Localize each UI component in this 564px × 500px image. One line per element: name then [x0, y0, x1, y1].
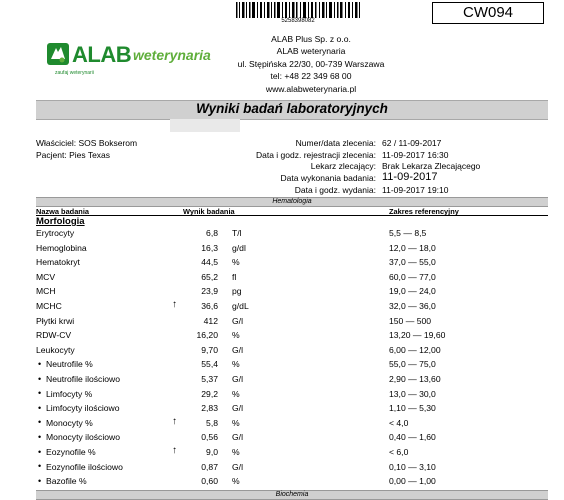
row-range: 37,0 — 55,0	[389, 257, 436, 268]
release-label: Data i godz. wydania:	[294, 185, 376, 195]
section-biochemia: Biochemia	[275, 491, 309, 498]
row-bullet-icon: •	[38, 475, 42, 486]
row-range: 19,0 — 24,0	[389, 286, 436, 297]
col-range: Zakres referencyjny	[389, 207, 459, 216]
registration-label: Data i godz. rejestracji zlecenia:	[255, 150, 376, 160]
row-bullet-icon: •	[38, 358, 42, 369]
row-value: 36,6	[201, 301, 218, 311]
row-range: 0,10 — 3,10	[389, 461, 436, 472]
row-value: 0,87	[201, 461, 218, 472]
logo-brand: ALAB	[72, 42, 132, 67]
row-name: Hematokryt	[36, 257, 80, 268]
redaction-box	[170, 119, 240, 132]
row-unit: G/l	[232, 403, 243, 414]
row-value: 0,60	[201, 476, 218, 487]
row-name: Leukocyty	[36, 344, 75, 355]
row-name: Neutrofile ilościowo	[46, 374, 121, 384]
row-value: 5,8	[206, 417, 218, 428]
patient: Pacjent: Pies Texas	[36, 150, 111, 160]
row-range: 2,90 — 13,60	[389, 374, 441, 384]
row-unit: %	[232, 388, 240, 399]
row-range: 0,00 — 1,00	[389, 476, 436, 487]
registration-value: 11-09-2017 16:30	[382, 150, 449, 160]
row-name: Neutrofile %	[46, 359, 93, 370]
row-value: 6,8	[206, 228, 218, 238]
row-unit: fl	[232, 271, 237, 282]
row-name: Hemoglobina	[36, 242, 87, 253]
row-name: Monocyty %	[46, 417, 93, 428]
row-bullet-icon: •	[38, 446, 42, 457]
row-value: 16,3	[201, 242, 218, 253]
high-flag-arrow-icon: ↑	[172, 415, 177, 427]
row-unit: G/l	[232, 344, 243, 355]
row-bullet-icon: •	[38, 417, 42, 428]
row-range: 6,00 — 12,00	[389, 344, 441, 355]
company-line: ul. Stępińska 22/30, 00-739 Warszawa	[237, 58, 385, 69]
row-name: MCH	[36, 286, 56, 297]
row-range: 12,0 — 18,0	[389, 242, 436, 253]
row-range: 5,5 — 8,5	[389, 228, 427, 238]
company-info	[196, 33, 426, 95]
row-bullet-icon: •	[38, 431, 42, 442]
row-name: Limfocyty %	[46, 388, 93, 399]
row-name: MCHC	[36, 301, 62, 311]
sample-code: CW094	[432, 2, 544, 24]
barcode-number: 5258398082	[281, 18, 315, 24]
row-range: 0,40 — 1,60	[389, 432, 436, 443]
logo-sub: weterynaria	[133, 47, 211, 63]
group-morfologia: Morfologia	[36, 216, 85, 227]
doctor-label: Lekarz zlecający:	[310, 161, 376, 171]
row-value: 29,2	[201, 388, 218, 399]
col-name: Nazwa badania	[36, 207, 89, 216]
company-line: www.alabweterynaria.pl	[265, 83, 357, 94]
row-unit: %	[232, 417, 240, 428]
company-line: tel: +48 22 349 68 00	[270, 71, 352, 82]
row-bullet-icon: •	[38, 388, 42, 399]
row-value: 44,5	[201, 257, 218, 268]
row-unit: %	[232, 359, 240, 370]
row-bullet-icon: •	[38, 461, 42, 472]
logo-tagline: zaufaj weterynarii	[55, 70, 94, 76]
row-name: Bazofile %	[46, 476, 87, 487]
row-unit: G/l	[232, 461, 243, 472]
row-range: 13,20 — 19,60	[389, 330, 446, 341]
row-unit: %	[232, 257, 240, 268]
paw-logo-icon	[47, 43, 69, 65]
row-value: 9,70	[201, 344, 218, 355]
row-unit: T/l	[232, 228, 242, 238]
company-line: ALAB Plus Sp. z o.o.	[271, 34, 351, 44]
row-unit: pg	[232, 286, 242, 297]
row-unit: G/l	[232, 315, 243, 326]
section-hematologia: Hematologia	[272, 198, 312, 205]
row-unit: g/dl	[232, 242, 246, 253]
row-value: 23,9	[201, 286, 218, 297]
owner: Właściciel: SOS Bokserom	[36, 138, 138, 148]
header-divider	[36, 215, 548, 216]
row-value: 5,37	[201, 374, 218, 384]
exam-date-label: Data wykonania badania:	[280, 173, 376, 183]
row-unit: g/dL	[232, 301, 249, 311]
row-name: MCV	[36, 271, 56, 282]
col-result: Wynik badania	[183, 207, 235, 216]
row-range: 150 — 500	[389, 315, 432, 326]
row-name: Eozynofile %	[46, 447, 96, 457]
row-range: < 6,0	[389, 447, 409, 457]
exam-date-value: 11-09-2017	[382, 171, 438, 183]
row-range: 1,10 — 5,30	[389, 403, 436, 414]
row-name: Monocyty ilościowo	[46, 432, 121, 443]
row-unit: G/l	[232, 432, 243, 443]
row-name: RDW-CV	[36, 330, 72, 341]
high-flag-arrow-icon: ↑	[172, 445, 177, 456]
high-flag-arrow-icon: ↑	[172, 299, 177, 310]
row-name: Płytki krwi	[36, 315, 75, 326]
order-number-label: Numer/data zlecenia:	[295, 138, 376, 148]
row-range: 55,0 — 75,0	[389, 359, 436, 370]
release-value: 11-09-2017 19:10	[382, 185, 449, 195]
row-bullet-icon: •	[38, 402, 42, 413]
row-range: 60,0 — 77,0	[389, 271, 436, 282]
row-name: Eozynofile ilościowo	[46, 461, 123, 472]
doctor-value: Brak Lekarza Zlecającego	[382, 161, 481, 171]
row-value: 16,20	[196, 330, 218, 341]
row-unit: %	[232, 330, 240, 341]
row-range: < 4,0	[389, 417, 409, 428]
order-number-value: 62 / 11-09-2017	[382, 138, 442, 148]
row-unit: %	[232, 447, 240, 457]
company-line: ALAB weterynaria	[276, 46, 346, 57]
row-range: 32,0 — 36,0	[389, 301, 436, 311]
row-value: 2,83	[201, 403, 218, 414]
row-value: 0,56	[201, 432, 218, 443]
row-value: 9,0	[206, 447, 218, 457]
row-value: 55,4	[201, 359, 218, 370]
row-value: 412	[203, 315, 218, 326]
row-unit: G/l	[232, 374, 243, 384]
row-range: 13,0 — 30,0	[389, 388, 436, 399]
row-name: Limfocyty ilościowo	[46, 403, 120, 414]
row-bullet-icon: •	[38, 373, 42, 384]
row-value: 65,2	[201, 271, 218, 282]
page-title: Wyniki badań laboratoryjnych	[196, 101, 388, 116]
row-name: Erytrocyty	[36, 228, 75, 238]
row-unit: %	[232, 476, 240, 487]
